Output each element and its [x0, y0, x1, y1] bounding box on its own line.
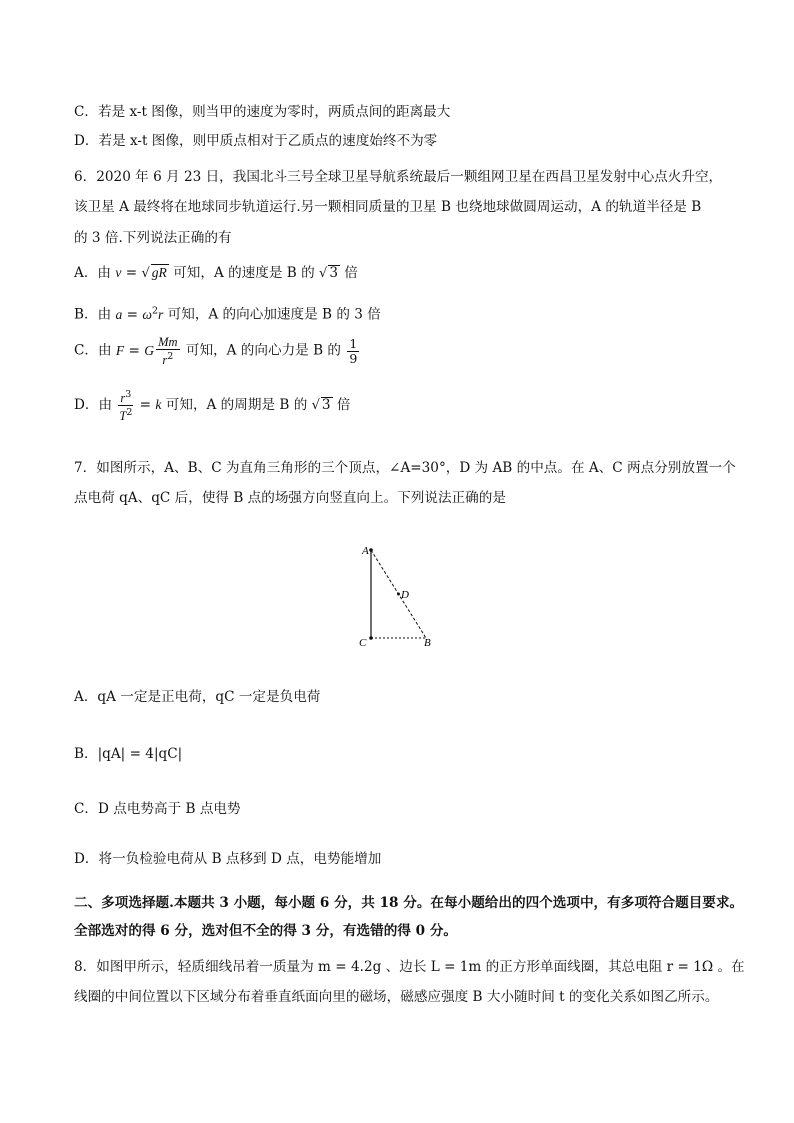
q6-option-a-value: √ 3 倍 [319, 265, 358, 281]
section-2-heading-line-1: 二、多项选择题.本题共 3 小题，每小题 6 分，共 18 分。在每小题给出的四个选项中，有多项符合题目要求。 [74, 895, 744, 911]
q6-option-b-suffix: 可知，A 的向心加速度是 B 的 3 倍 [167, 306, 381, 323]
label-d: D [401, 589, 409, 601]
section-2-heading-line-2: 全部选对的得 6 分，选对但不全的得 3 分，有选错的得 0 分。 [74, 923, 458, 939]
q6-stem-line-1: 6．2020 年 6 月 23 日，我国北斗三号全球卫星导航系统最后一颗组网卫星在西昌卫星发射中心点火升空， [74, 169, 723, 185]
point-d [397, 593, 400, 596]
q6-option-c-prefix: C．由 [74, 342, 112, 359]
q6-option-c-formula: F = G $\frac{Mm}{r^2}$ [115, 335, 178, 368]
q7-stem-line-1: 7．如图所示，A、B、C 为直角三角形的三个顶点，∠A=30°，D 为 AB 的中点。在 A、C 两点分别放置一个 [74, 460, 736, 476]
q6-option-d-value: √ 3 倍 [311, 397, 351, 414]
q7-option-c: C．D 点电势高于 B 点电势 [74, 801, 241, 817]
label-b: B [424, 637, 431, 649]
q7-stem-line-2: 点电荷 qA、qC 后，使得 B 点的场强方向竖直向上。下列说法正确的是 [74, 490, 506, 506]
q7-option-d: D．将一负检验电荷从 B 点移到 D 点，电势能增加 [74, 851, 382, 867]
label-a: A [362, 545, 369, 557]
q6-option-d-prefix: D．由 [74, 397, 113, 414]
q6-option-b-prefix: B．由 [74, 306, 112, 323]
q5-option-c: C．若是 x-t 图像，则当甲的速度为零时，两质点间的距离最大 [74, 104, 451, 120]
q7-option-b: B．|qA| = 4|qC| [74, 746, 183, 762]
q7-triangle-figure [350, 540, 450, 655]
point-c [369, 636, 373, 640]
q6-option-b [74, 302, 381, 324]
q6-option-c-suffix: 可知，A 的向心力是 B 的 [185, 342, 342, 359]
q6-option-a [74, 264, 358, 283]
q6-option-d-formula: $\frac{r^3}{T^2}$ = k [119, 389, 162, 424]
q5-option-d: D．若是 x-t 图像，则甲质点相对于乙质点的速度始终不为零 [74, 133, 438, 149]
label-c: C [359, 637, 367, 649]
q6-option-b-formula: $a = \omega^2r$ [115, 305, 164, 323]
q6-option-a-suffix: 可知，A 的速度是 B 的 [173, 265, 315, 281]
q6-option-a-formula: v = √ gR [115, 265, 167, 281]
q6-option-c-value: $\frac{1}{9}$ [349, 335, 358, 366]
q6-stem-line-2: 该卫星 A 最终将在地球同步轨道运行.另一颗相同质量的卫星 B 也绕地球做圆周运动，A 的轨道半径是 B [74, 199, 702, 215]
q6-option-d [74, 388, 351, 423]
q6-option-a-prefix: A．由 [74, 265, 112, 281]
q6-option-d-suffix: 可知，A 的周期是 B 的 [165, 397, 308, 414]
q6-option-c [74, 335, 361, 367]
q7-option-a: A．qA 一定是正电荷，qC 一定是负电荷 [74, 689, 321, 705]
q8-stem-line-1: 8．如图甲所示，轻质细线吊着一质量为 m = 4.2g 、边长 L = 1m 的正方形单面线圈，其总电阻 r = 1Ω 。在 [74, 959, 745, 975]
point-a [369, 548, 373, 552]
q6-stem-line-3: 的 3 倍.下列说法正确的有 [74, 230, 232, 246]
q8-stem-line-2: 线圈的中间位置以下区域分布着垂直纸面向里的磁场，磁感应强度 B 大小随时间 t 的变化关系如图乙所示。 [74, 989, 719, 1005]
